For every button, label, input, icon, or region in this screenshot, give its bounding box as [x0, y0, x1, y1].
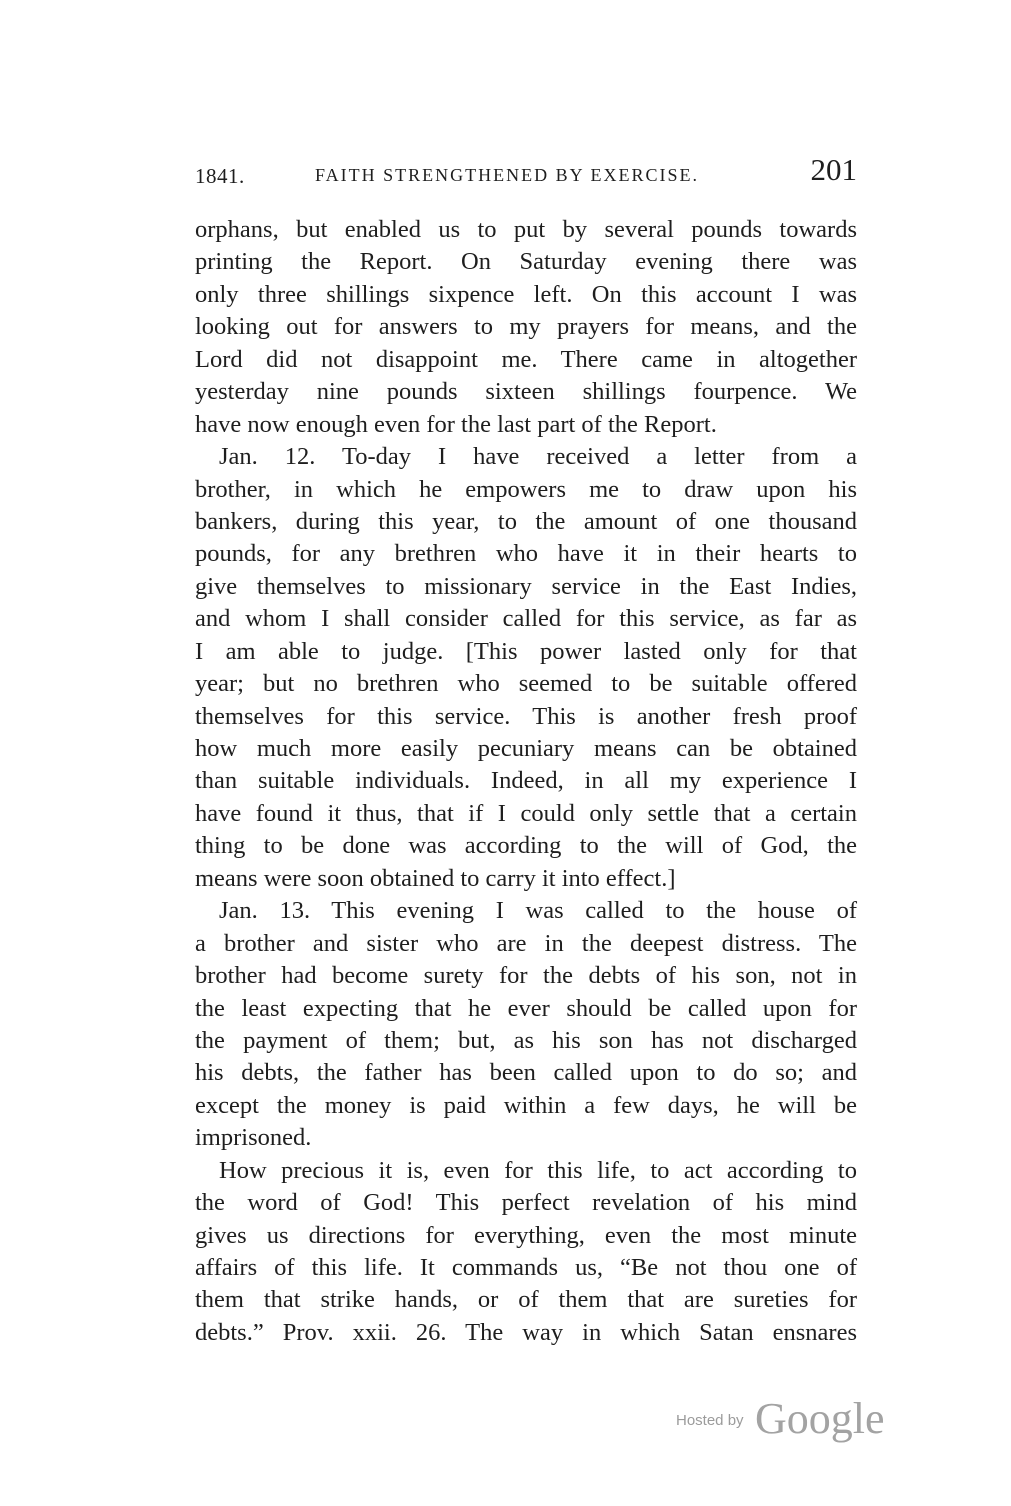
text-line: brother had become surety for the debts of his son, not in [195, 962, 857, 990]
text-line: thing to be done was according to the will of God, the [195, 832, 857, 860]
text-line: Lord did not disappoint me. There came in altogether [195, 345, 857, 373]
text-line: the payment of them; but, as his son has not discharged [195, 1026, 857, 1054]
text-line: and whom I shall consider called for this service, as far as [195, 605, 857, 633]
text-line: means were soon obtained to carry it into effect.] [195, 864, 676, 892]
text-line: give themselves to missionary service in the East Indies, [195, 572, 857, 600]
text-line: brother, in which he empowers me to draw upon his [195, 475, 857, 503]
text-line: How precious it is, even for this life, to act according to [219, 1156, 857, 1184]
text-line: yesterday nine pounds sixteen shillings fourpence. We [195, 378, 857, 406]
header-year: 1841. [195, 164, 245, 188]
text-line: affairs of this life. It commands us, “Be not thou one of [195, 1254, 857, 1281]
text-line: have found it thus, that if I could only settle that a certain [195, 799, 857, 827]
text-line: how much more easily pecuniary means can be obtained [195, 735, 857, 762]
page-number: 201 [810, 152, 857, 187]
text-line: Jan. 13. This evening I was called to the house of [219, 897, 857, 925]
text-line: except the money is paid within a few days, he will be [195, 1091, 857, 1119]
text-line: have now enough even for the last part of the Report. [195, 410, 717, 438]
text-line: looking out for answers to my prayers for means, and the [195, 313, 857, 341]
body-text [195, 214, 857, 1349]
text-line: a brother and sister who are in the deepest distress. The [195, 929, 857, 957]
text-line: pounds, for any brethren who have it in their hearts to [195, 540, 857, 568]
text-line: only three shillings sixpence left. On this account I was [195, 280, 857, 308]
text-line: debts.” Prov. xxii. 26. The way in which Satan ensnares [195, 1318, 857, 1346]
google-logo: Google [755, 1394, 885, 1443]
page-header [195, 152, 857, 192]
text-line: bankers, during this year, to the amount of one thousand [195, 507, 857, 535]
text-line: imprisoned. [195, 1124, 312, 1152]
text-line: I am able to judge. [This power lasted only for that [195, 637, 857, 665]
text-line: the least expecting that he ever should be called upon for [195, 994, 857, 1022]
text-line: than suitable individuals. Indeed, in all my experience I [195, 767, 857, 795]
text-line: printing the Report. On Saturday evening there was [195, 248, 857, 276]
text-line: themselves for this service. This is another fresh proof [195, 702, 857, 730]
text-line: them that strike hands, or of them that are sureties for [195, 1286, 857, 1314]
text-line: gives us directions for everything, even the most minute [195, 1221, 857, 1249]
text-line: orphans, but enabled us to put by several pounds towards [195, 216, 857, 243]
text-line: his debts, the father has been called upon to do so; and [195, 1059, 857, 1087]
text-line: Jan. 12. To-day I have received a letter from a [219, 443, 857, 471]
text-line: the word of God! This perfect revelation of his mind [195, 1189, 857, 1217]
running-title: FAITH STRENGTHENED BY EXERCISE. [315, 165, 699, 185]
text-line: year; but no brethren who seemed to be suitable offered [195, 670, 857, 698]
hosted-by-label: Hosted by [676, 1412, 744, 1429]
